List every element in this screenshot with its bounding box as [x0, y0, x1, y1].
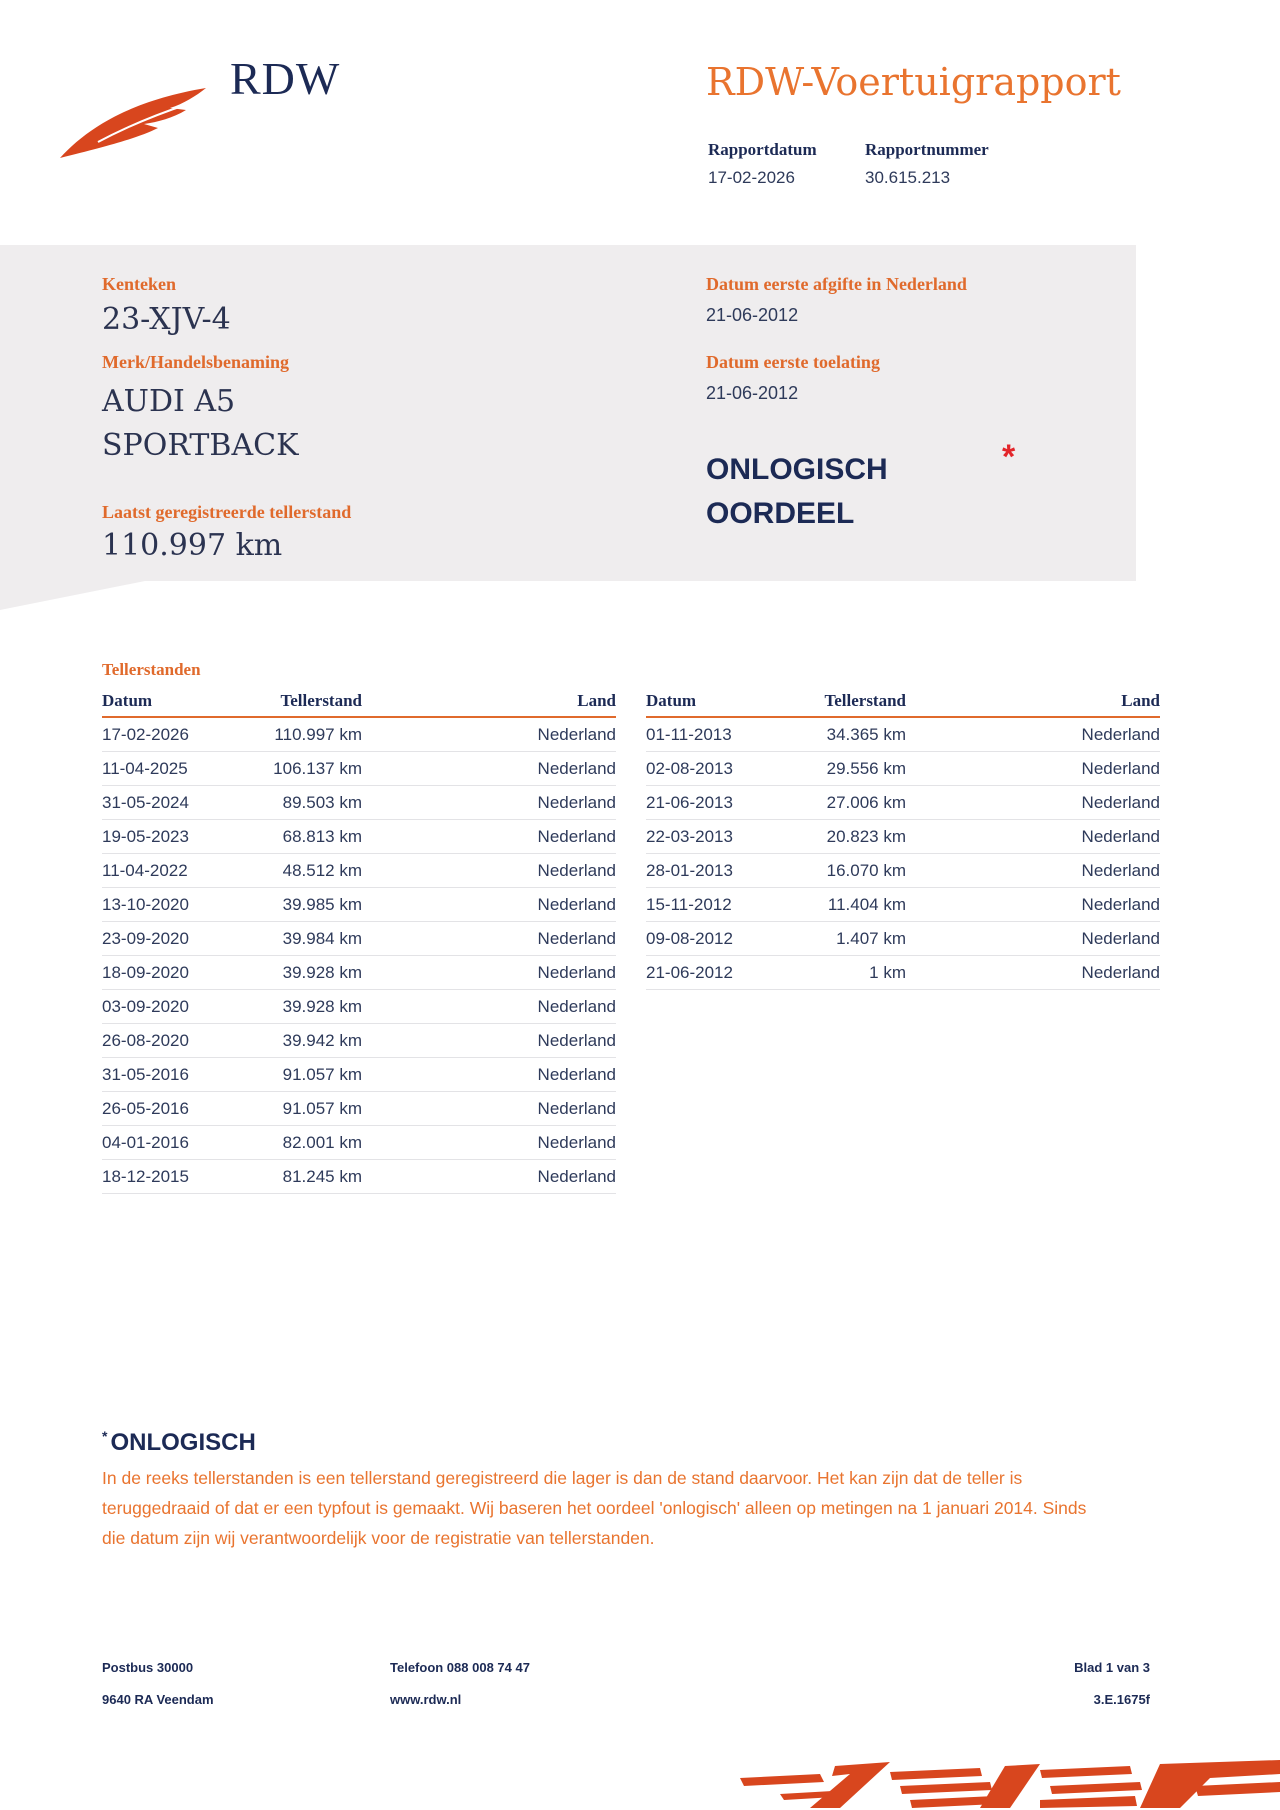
footer-address-line2: 9640 RA Veendam — [102, 1692, 214, 1707]
panel-notch — [0, 580, 150, 610]
cell-date: 04-01-2016 — [102, 1126, 232, 1160]
cell-reading: 110.997 km — [232, 717, 362, 752]
table-row — [646, 717, 1160, 752]
first-nl-value: 21-06-2012 — [706, 305, 799, 325]
table-row — [102, 717, 616, 752]
cell-reading: 29.556 km — [776, 752, 906, 786]
cell-country: Nederland — [906, 854, 1160, 888]
table-row — [102, 1092, 616, 1126]
cell-date: 21-06-2013 — [646, 786, 776, 820]
table-row — [102, 888, 616, 922]
first-admission-value: 21-06-2012 — [706, 383, 799, 403]
verdict-line2: OORDEEL — [706, 497, 855, 530]
cell-reading: 39.984 km — [232, 922, 362, 956]
cell-date: 11-04-2022 — [102, 854, 232, 888]
cell-country: Nederland — [906, 922, 1160, 956]
cell-country: Nederland — [362, 1160, 616, 1194]
readings-title: Tellerstanden — [102, 660, 201, 679]
report-title: RDW-Voertuigrapport — [706, 60, 1121, 104]
cell-reading: 1 km — [776, 956, 906, 990]
cell-date: 26-05-2016 — [102, 1092, 232, 1126]
table-row — [646, 854, 1160, 888]
col-date-header: Datum — [102, 690, 232, 717]
cell-date: 21-06-2012 — [646, 956, 776, 990]
cell-country: Nederland — [362, 854, 616, 888]
table-header-row — [646, 690, 1160, 717]
cell-reading: 48.512 km — [232, 854, 362, 888]
cell-reading: 34.365 km — [776, 717, 906, 752]
rdw-logo-icon — [58, 82, 208, 162]
cell-country: Nederland — [362, 956, 616, 990]
cell-date: 15-11-2012 — [646, 888, 776, 922]
table-row — [646, 956, 1160, 990]
footer-page-number: Blad 1 van 3 — [1074, 1660, 1150, 1675]
table-row — [646, 786, 1160, 820]
col-date-header: Datum — [646, 690, 776, 717]
table-row — [646, 888, 1160, 922]
table-header-row — [102, 690, 616, 717]
cell-country: Nederland — [362, 717, 616, 752]
report-number: 30.615.213 — [865, 168, 951, 187]
cell-reading: 89.503 km — [232, 786, 362, 820]
cell-reading: 91.057 km — [232, 1058, 362, 1092]
cell-country: Nederland — [362, 1058, 616, 1092]
cell-reading: 1.407 km — [776, 922, 906, 956]
cell-reading: 39.928 km — [232, 956, 362, 990]
footnote-text: In de reeks tellerstanden is een tellerstand geregistreerd die lager is dan de stand daarvoor. Het kan zijn dat de teller is teruggedraaid of dat er een typfout is gemaakt. Wij baseren het oordeel 'onlogisch' alleen op metingen na 1 januari 2014. Sinds die datum zijn wij verantwoordelijk voor de registratie van tellerstanden. — [102, 1468, 1087, 1548]
table-row — [102, 752, 616, 786]
verdict-line1: ONLOGISCH — [706, 453, 888, 486]
cell-country: Nederland — [906, 820, 1160, 854]
cell-reading: 68.813 km — [232, 820, 362, 854]
cell-reading: 82.001 km — [232, 1126, 362, 1160]
cell-country: Nederland — [362, 1126, 616, 1160]
first-admission-label: Datum eerste toelating — [706, 352, 880, 372]
cell-country: Nederland — [362, 820, 616, 854]
cell-country: Nederland — [906, 888, 1160, 922]
col-country-header: Land — [362, 690, 616, 717]
cell-date: 01-11-2013 — [646, 717, 776, 752]
cell-country: Nederland — [906, 956, 1160, 990]
cell-country: Nederland — [906, 786, 1160, 820]
footer-phone: Telefoon 088 008 74 47 — [390, 1660, 530, 1675]
cell-country: Nederland — [362, 1024, 616, 1058]
plate-label: Kenteken — [102, 274, 176, 294]
table-row — [102, 1058, 616, 1092]
col-country-header: Land — [906, 690, 1160, 717]
cell-country: Nederland — [362, 922, 616, 956]
cell-reading: 39.928 km — [232, 990, 362, 1024]
cell-reading: 39.985 km — [232, 888, 362, 922]
table-row — [646, 922, 1160, 956]
cell-country: Nederland — [362, 990, 616, 1024]
footer-doc-code: 3.E.1675f — [1093, 1692, 1150, 1707]
rdw-stripes-graphic — [740, 1760, 1280, 1810]
cell-date: 31-05-2016 — [102, 1058, 232, 1092]
cell-date: 13-10-2020 — [102, 888, 232, 922]
table-row — [102, 1024, 616, 1058]
cell-reading: 81.245 km — [232, 1160, 362, 1194]
brand-name: RDW — [230, 53, 341, 104]
footer-website-link[interactable]: www.rdw.nl — [390, 1692, 462, 1707]
cell-country: Nederland — [362, 1092, 616, 1126]
cell-date: 11-04-2025 — [102, 752, 232, 786]
table-row — [646, 820, 1160, 854]
report-date-label: Rapportdatum — [708, 140, 817, 159]
cell-date: 09-08-2012 — [646, 922, 776, 956]
table-row — [102, 922, 616, 956]
cell-date: 31-05-2024 — [102, 786, 232, 820]
table-row — [102, 1160, 616, 1194]
table-row — [646, 752, 1160, 786]
cell-reading: 39.942 km — [232, 1024, 362, 1058]
first-nl-label: Datum eerste afgifte in Nederland — [706, 274, 967, 294]
cell-date: 02-08-2013 — [646, 752, 776, 786]
table-row — [102, 854, 616, 888]
odometer-label: Laatst geregistreerde tellerstand — [102, 502, 352, 522]
plate-value: 23-XJV-4 — [102, 302, 231, 337]
footer-address-line1: Postbus 30000 — [102, 1660, 194, 1675]
cell-reading: 106.137 km — [232, 752, 362, 786]
footnote-star: * — [102, 1428, 108, 1444]
cell-reading: 16.070 km — [776, 854, 906, 888]
footnote-title — [102, 1428, 256, 1457]
cell-country: Nederland — [362, 752, 616, 786]
cell-date: 23-09-2020 — [102, 922, 232, 956]
readings-table-left — [102, 690, 616, 1194]
cell-country: Nederland — [906, 717, 1160, 752]
table-row — [102, 786, 616, 820]
col-reading-header: Tellerstand — [232, 690, 362, 717]
cell-date: 03-09-2020 — [102, 990, 232, 1024]
odometer-value: 110.997 km — [102, 528, 283, 563]
table-row — [102, 1126, 616, 1160]
table-row — [102, 990, 616, 1024]
cell-reading: 91.057 km — [232, 1092, 362, 1126]
cell-reading: 20.823 km — [776, 820, 906, 854]
report-number-label: Rapportnummer — [865, 140, 989, 159]
cell-reading: 11.404 km — [776, 888, 906, 922]
cell-date: 28-01-2013 — [646, 854, 776, 888]
cell-country: Nederland — [362, 786, 616, 820]
table-row — [102, 820, 616, 854]
cell-date: 26-08-2020 — [102, 1024, 232, 1058]
make-label: Merk/Handelsbenaming — [102, 352, 290, 372]
cell-date: 18-12-2015 — [102, 1160, 232, 1194]
cell-reading: 27.006 km — [776, 786, 906, 820]
report-date: 17-02-2026 — [708, 168, 795, 187]
footnote-title-text: ONLOGISCH — [110, 1429, 256, 1456]
readings-table-right — [646, 690, 1160, 990]
cell-date: 18-09-2020 — [102, 956, 232, 990]
make-value-line1: AUDI A5 — [102, 384, 236, 419]
table-row — [102, 956, 616, 990]
cell-country: Nederland — [362, 888, 616, 922]
cell-date: 19-05-2023 — [102, 820, 232, 854]
verdict-asterisk: * — [1002, 438, 1016, 476]
cell-date: 17-02-2026 — [102, 717, 232, 752]
col-reading-header: Tellerstand — [776, 690, 906, 717]
cell-date: 22-03-2013 — [646, 820, 776, 854]
verdict — [706, 448, 888, 536]
make-value-line2: SPORTBACK — [102, 428, 299, 463]
cell-country: Nederland — [906, 752, 1160, 786]
